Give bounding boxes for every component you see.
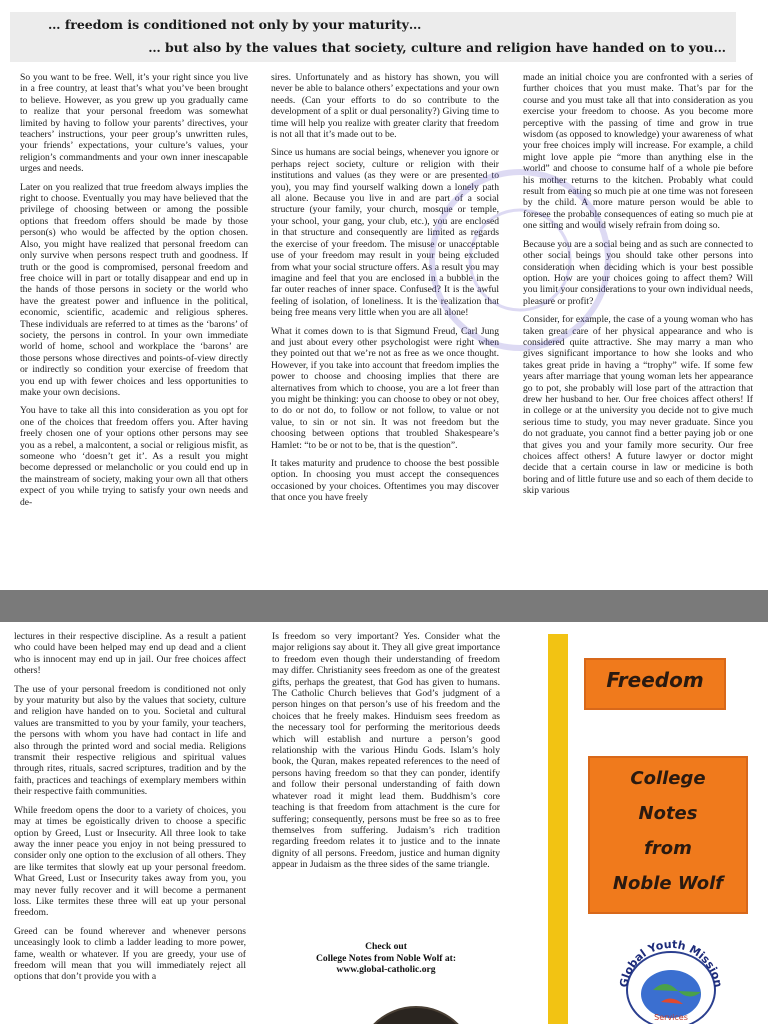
paragraph: The use of your personal freedom is conditioned not only by your maturity but also by the values that society, culture and religion have handed on to you. Societal and cultural values are transmitted to you by your family, your teachers, the persons with whom you have had contact in life and also through the printed word and social media. Religions transmit their respective religious and spiritual values through rites, rituals, sacred scriptures, tradition and by the faith, practices and teachings of exemplary members within their respective faith communities. xyxy=(14,683,246,798)
cover-notes-line: College xyxy=(630,768,706,789)
paragraph: It takes maturity and prudence to choose the best possible option. In choosing you must accept the consequences occasioned by your choices. Oftentimes you may discover that once you have freely xyxy=(271,458,499,504)
header-line-1: … freedom is conditioned not only by your maturity… xyxy=(48,17,422,32)
header-banner xyxy=(10,12,736,62)
paragraph: Consider, for example, the case of a young woman who has taken great care of her physical appearance and who is considered quite attractive. She may marry a man who gives significant importance to how she looks and who takes great pride in having a “trophy” wife. If some few years after marriage that young woman lets her appearance go to pot, she probably will lose part of the attraction that drew her husband to her. Our free choices affect others! If in college or at the university you decide not to give much serious time to study, you may never graduate. Since you do not graduate, you cannot find a better paying job or one that gives you and your family more security. Our free choices affect others! A future lawyer or doctor might decide that a certain course in law or medicine is both boring and of little future use and so each of them decide to skip various xyxy=(523,314,753,497)
paragraph: sires. Unfortunately and as history has shown, you will never be able to balance others’ expectations and your own needs. (Can your efforts to do so contribute to the development of a split or dual personality?) Giving time to time will help you realize with greater clarity that freedom is not all that it’s made out to be. xyxy=(271,72,499,141)
cover-notes-line: Noble Wolf xyxy=(612,873,724,894)
paragraph: Later on you realized that true freedom always implies the right to choose. Eventually you may have believed that the privilege of choosing between or among the possible options that freedom offers should be made by those person(s) who would be affected by the option chosen. Also, you might have realized that personal freedom can only survive when persons respect truth and goodness. If truth or the good is compromised, personal freedom and free choice will in part or totally disappear and end up in the hands of those persons in society or the world who have the greatest power and influence in the political, economic, scientific, academic and religious spheres. These individuals are referred to at times as the ‘barons’ of society, the persons in control. In your own immediate world of home, school and workplace the ‘barons’ are those persons whose directives and points-of-view directly or indirectly so condition your exercise of freedom that you end up with fewer choices and less opportunities to make your own decisions. xyxy=(20,181,248,398)
paragraph: You have to take all this into consideration as you opt for one of the choices that freedom offers you. After having freely chosen one of your options other persons may see you as a rebel, a malcontent, a social or religious misfit, as someone who ‘doesn’t get it’. As a result you might become depressed or melancholic or you could end up in the mainstream of society, making your own all that others expect of you while trying to satisfy your own needs and de- xyxy=(20,405,248,508)
paragraph: Because you are a social being and as such are connected to other social beings you should take other persons into consideration when deciding which is your best possible option. How are your choices going to affect them? Will you limit your considerations to your own individual needs, pleasure or profit? xyxy=(523,238,753,307)
yellow-band xyxy=(548,634,568,1024)
header-line-2: … but also by the values that society, culture and religion have handed on to you… xyxy=(148,40,726,55)
paragraph: While freedom opens the door to a variety of choices, you may at times be egoistically driven to choose a specific option by Greed, Lust or Insecurity. All three look to take away the inner peace you enjoy in not being pressured to consider only one option to the exclusion of all others. They are like termites that slowly eat up your personal freedom. What Greed, Lust or Insecurity takes away from you, you may never fully recover and it will become a permanent loss. Like termites these three will eat up your personal freedom. xyxy=(14,804,246,919)
text-column-3 xyxy=(523,72,753,580)
paragraph: lectures in their respective discipline. As a result a patient who could have been helped may end up dead and a client who is innocent may end up in jail. Our free choices affect others! xyxy=(14,631,246,677)
global-youth-mission-logo xyxy=(613,932,729,1024)
text-column-4 xyxy=(14,631,246,1023)
checkout-block xyxy=(276,941,496,976)
text-column-1 xyxy=(20,72,248,580)
paragraph: Is freedom so very important? Yes. Consider what the major religions say about it. They all give great importance to freedom even though their understanding of freedom may differ. Christianity sees freedom as one of the greatest gifts, perhaps the greatest, that God has given to humans. The Catholic Church believes that God’s judgment of a person hinges on that person’s use of his freedom and the choices that he freely makes. Hinduism sees freedom as the necessary tool for performing the meritorious deeds which will establish and nurture a person’s good relationship with the various Hindu Gods. Islam’s holy book, the Quran, makes repeated references to the need of persons having freedom so that they can ponder, identify and follow their personal understanding of faith down whatever road it might lead them. Buddhism’s core teaching is that freedom from attachment is the cure for suffering; consequently, persons must be free so as to free themselves from suffering. Judaism’s rich tradition regarding freedom relates it to justice and to the innate dignity of all persons. Freedom, justice and human dignity appear in Judaism as the three sides of the same triangle. xyxy=(272,631,500,871)
paragraph: So you want to be free. Well, it’s your right since you live in a free country, at least that’s what you’ve been brought to believe. However, as you grew up you gradually came to realize that your personal freedom was somewhat limited by having to follow your parents’ directives, your teachers’ instructions, your peer group’s unwritten rules, your friends’ expectations, your culture’s values, your religion’s commandments and your own inner inescapable urges and needs. xyxy=(20,72,248,175)
cover-notes-box xyxy=(588,756,748,914)
bottom-page xyxy=(0,622,768,1024)
cover-title: Freedom xyxy=(606,668,704,692)
logo-arc-text: Global Youth Mission xyxy=(617,937,725,989)
checkout-url-link[interactable]: www.global-catholic.org xyxy=(336,964,436,976)
text-column-2 xyxy=(271,72,499,580)
cover-title-box xyxy=(584,658,726,710)
paragraph: made an initial choice you are confronted with a series of further choices that you must make. That’s par for the course and you must take all that into consideration as you exercise your freedom to choose. As you become more perceptive with the passing of time and grow in true wisdom (as opposed to knowledge) your awareness of what your free choices imply will increase. For example, a child might love apple pie “more than anything else in the world” and choose to consume half of a whole pie before his mother returns to the kitchen. Probably what could result from eating so much pie at one time was not foreseen by the child. A more mature person would be able to foresee the probable consequences of eating so much pie at one sitting and would wisely refrain from doing so. xyxy=(523,72,753,232)
checkout-line-2: College Notes from Noble Wolf at: xyxy=(315,952,457,964)
paragraph: What it comes down to is that Sigmund Freud, Carl Jung and just about every other psychologist were right when they pointed out that we’re not as free as we once thought. However, if you take into account that freedom implies the power to choose and choosing implies that there are alternatives from which to choose, you are a lot freer than you might be thinking: you can choose to obey or not obey, to do or not do, to follow or not follow, to value or not value, to sin or not sin. It was not freedom but the choosing between options that troubled Shakespeare’s Hamlet: “to be or not to be, that is the question”. xyxy=(271,325,499,451)
paragraph: Since us humans are social beings, whenever you ignore or perhaps reject society, culture or religion with their institutions and values (as they were or are presented to you), you may find yourself walking down a lonely path all alone. Because you live in and are part of a social structure (your family, your church, mosque or temple, your school, your gang, your club, etc.), you are enclosed in that structure and consequently are limited as regards the exercise of your freedom. The misuse or unacceptable use of your freedom may result in your being excluded from what your social structure offers. As a result you may imagine and feel that you are enclosed in a bubble in the far outer reaches of inner space. Confused? It is the awful feeling of isolation, of loneliness. It is the realization that being free means very little when you are all alone! xyxy=(271,147,499,319)
checkout-line-1: Check out xyxy=(365,941,407,952)
paragraph: Greed can be found wherever and whenever persons unceasingly look to climb a ladder leading to more power, fame, wealth or whatever. If you are greedy, your use of freedom will mean that you will immediately reject all options that don’t provide you with a xyxy=(14,925,246,983)
cover-notes-line: from xyxy=(644,838,692,859)
logo-bottom-text: Services xyxy=(654,1013,688,1022)
cover-notes-line: Notes xyxy=(638,803,698,824)
